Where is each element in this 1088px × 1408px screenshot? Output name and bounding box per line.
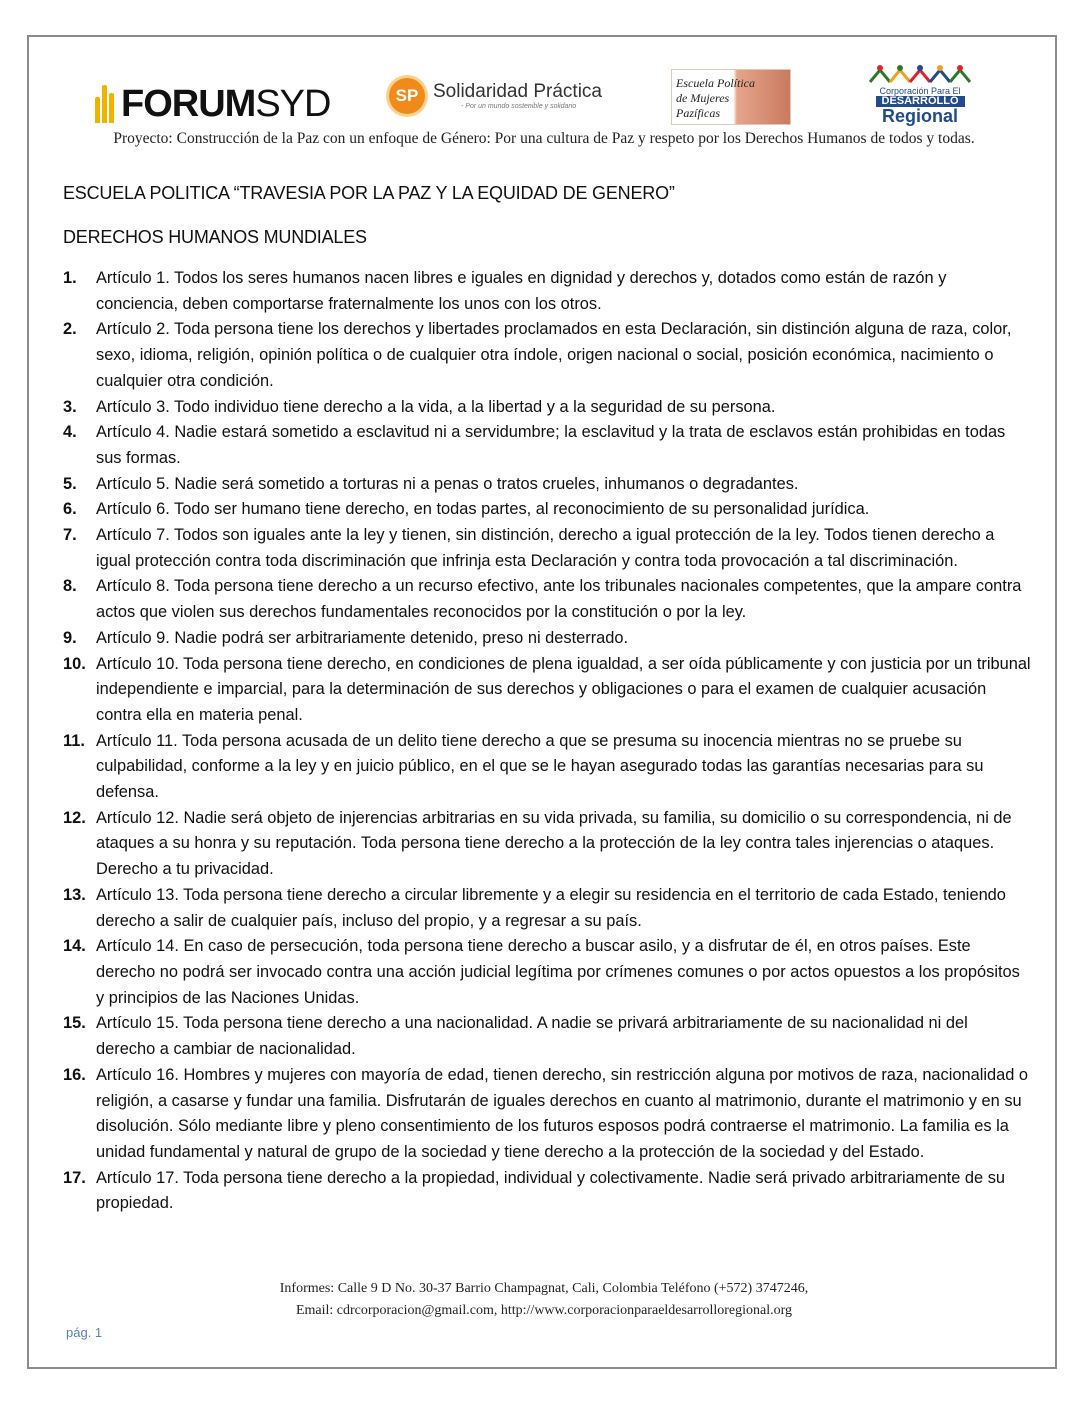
list-item-text: Artículo 5. Nadie será sometido a torturas ni a penas o tratos crueles, inhumanos o degradantes. (96, 474, 799, 493)
list-item (63, 883, 1031, 934)
list-item (63, 806, 1031, 883)
list-item-number: 4. (63, 423, 77, 442)
escuela-logo (671, 69, 791, 125)
escuela-line2: de Mujeres (676, 91, 730, 105)
list-item-number: 15. (63, 1014, 86, 1033)
forumsyd-light: SYD (255, 83, 331, 125)
forumsyd-bold: FORUM (121, 83, 256, 125)
list-item (63, 574, 1031, 625)
cdr-line2: DESARROLLO (876, 96, 965, 107)
list-item-number: 5. (63, 474, 77, 493)
escuela-line1: Escuela Política (676, 76, 755, 90)
list-item-number: 2. (63, 320, 77, 339)
sp-badge-icon: SP (389, 78, 425, 114)
list-item-text: Artículo 14. En caso de persecución, toda persona tiene derecho a buscar asilo, y a disfrutar de él, en otros países. Este derecho no podrá ser invocado contra una acción judicial legítima por crímenes comunes o por actos opuestos a los propósitos y principios de las Naciones Unidas. (96, 937, 1020, 1007)
list-item-text: Artículo 6. Todo ser humano tiene derecho, en todas partes, al reconocimiento de su personalidad jurídica. (96, 500, 870, 519)
sp-name: Solidaridad Práctica (433, 81, 602, 103)
list-item-text: Artículo 13. Toda persona tiene derecho a circular libremente y a elegir su residencia en el territorio de cada Estado, teniendo derecho a salir de cualquier país, incluso del propio, y a regresar a su país. (96, 885, 1006, 930)
list-item-text: Artículo 8. Toda persona tiene derecho a un recurso efectivo, ante los tribunales nacionales competentes, que la ampare contra actos que violen sus derechos fundamentales reconocidos por la constitución o por la ley. (96, 577, 1022, 622)
list-item-number: 16. (63, 1065, 86, 1084)
project-subtitle: Proyecto: Construcción de la Paz con un enfoque de Género: Por una cultura de Paz y respeto por los Derechos Humanos de todos y todas. (113, 130, 975, 147)
list-item-number: 17. (63, 1168, 86, 1187)
list-item (63, 317, 1031, 394)
list-item-number: 12. (63, 808, 86, 827)
list-item-number: 3. (63, 397, 77, 416)
forumsyd-mark-icon (95, 85, 117, 123)
list-item-text: Artículo 10. Toda persona tiene derecho, en condiciones de plena igualdad, a ser oída públicamente y con justicia por un tribunal independiente e imparcial, para la determinación de sus derechos y obligaciones o para el examen de cualquier acusación contra ella en materia penal. (96, 654, 1031, 724)
logo-row (95, 66, 985, 126)
forumsyd-logo (95, 74, 330, 134)
list-item-text: Artículo 7. Todos son iguales ante la ley y tienen, sin distinción, derecho a igual protección de la ley. Todos tienen derecho a igual protección contra toda discriminación que infrinja esta Declaración y contra toda provocación a tal discriminación. (96, 526, 995, 570)
escuela-line3: Pazíficas (676, 106, 720, 120)
document-title: ESCUELA POLITICA “TRAVESIA POR LA PAZ Y LA EQUIDAD DE GENERO” (63, 183, 675, 203)
list-item-text: Artículo 11. Toda persona acusada de un delito tiene derecho a que se presuma su inocencia mientras no se pruebe su culpabilidad, conforme a la ley y en juicio público, en el que se le hayan asegurado todas las garantías necesarias para su defensa. (96, 731, 984, 802)
list-item (63, 1011, 1031, 1062)
list-item (63, 934, 1031, 1011)
articles-list (63, 266, 1031, 1217)
list-item-number: 9. (63, 628, 77, 647)
list-item-number: 10. (63, 654, 86, 673)
list-item-number: 7. (63, 526, 77, 545)
list-item-text: Artículo 12. Nadie será objeto de injerencias arbitrarias en su vida privada, su familia, su domicilio o su correspondencia, ni de ataques a su honra y su reputación. Toda persona tiene derecho a la protección de la ley contra tales injerencias o ataques. Derecho a tu privacidad. (96, 808, 1012, 879)
list-item-number: 6. (63, 500, 77, 519)
list-item (63, 472, 1031, 498)
list-item-number: 13. (63, 885, 86, 904)
list-item (63, 626, 1031, 652)
cdr-line3: Regional (881, 106, 958, 126)
list-item-number: 1. (63, 269, 77, 287)
list-item (63, 523, 1031, 574)
cdr-logo (865, 64, 975, 126)
page-number: pág. 1 (66, 1325, 103, 1340)
list-item (63, 729, 1031, 806)
list-item-number: 11. (63, 731, 85, 750)
cdr-line1: Corporación Para El (879, 86, 961, 96)
list-item (63, 652, 1031, 729)
footer-contact: Email: cdrcorporacion@gmail.com, http://www.corporacionparaeldesarrolloregional.org (295, 1303, 793, 1318)
list-item (63, 266, 1031, 317)
section-heading: DERECHOS HUMANOS MUNDIALES (63, 227, 367, 247)
list-item-text: Artículo 16. Hombres y mujeres con mayoría de edad, tienen derecho, sin restricción alguna por motivos de raza, nacionalidad o religión, a casarse y fundar una familia. Disfrutarán de iguales derechos en cuanto al matrimonio, durante el matrimonio y en su disolución. Sólo mediante libre y pleno consentimiento de los futuros esposos podrá contraerse el matrimonio. La familia es la unidad fundamental y natural de grupo de la sociedad y tiene derecho a la protección de la sociedad y del Estado. (96, 1065, 1029, 1161)
list-item-text: Artículo 9. Nadie podrá ser arbitrariamente detenido, preso ni desterrado. (96, 628, 629, 647)
solidaridad-logo (389, 66, 602, 126)
cdr-figures-icon (865, 64, 975, 86)
list-item-number: 8. (63, 577, 77, 596)
footer-address: Informes: Calle 9 D No. 30-37 Barrio Champagnat, Cali, Colombia Teléfono (+572) 3747246, (279, 1281, 809, 1296)
list-item-text: Artículo 17. Toda persona tiene derecho a la propiedad, individual y colectivamente. Nadie será privado arbitrariamente de su propiedad. (96, 1168, 1006, 1213)
sp-tagline: - Por un mundo sostenible y solidario (461, 102, 577, 110)
list-item (63, 1166, 1031, 1217)
list-item-text: Artículo 1. Todos los seres humanos nacen libres e iguales en dignidad y derechos y, dotados como están de razón y conciencia, deben comportarse fraternalmente los unos con los otros. (96, 269, 947, 313)
list-item-text: Artículo 3. Todo individuo tiene derecho a la vida, a la libertad y a la seguridad de su persona. (96, 397, 776, 416)
list-item (63, 420, 1031, 471)
list-item-text: Artículo 4. Nadie estará sometido a esclavitud ni a servidumbre; la esclavitud y la trata de esclavos están prohibidas en todas sus formas. (96, 423, 1006, 467)
list-item-number: 14. (63, 937, 86, 956)
list-item-text: Artículo 15. Toda persona tiene derecho a una nacionalidad. A nadie se privará arbitrariamente de su nacionalidad ni del derecho a cambiar de nacionalidad. (96, 1014, 968, 1059)
list-item-text: Artículo 2. Toda persona tiene los derechos y libertades proclamados en esta Declaración, sin distinción alguna de raza, color, sexo, idioma, religión, opinión política o de cualquier otra índole, origen nacional o social, posición económica, nacimiento o cualquier otra condición. (96, 320, 1012, 390)
footer (0, 1278, 1088, 1322)
list-item (63, 497, 1031, 523)
list-item (63, 1063, 1031, 1166)
list-item (63, 395, 1031, 421)
